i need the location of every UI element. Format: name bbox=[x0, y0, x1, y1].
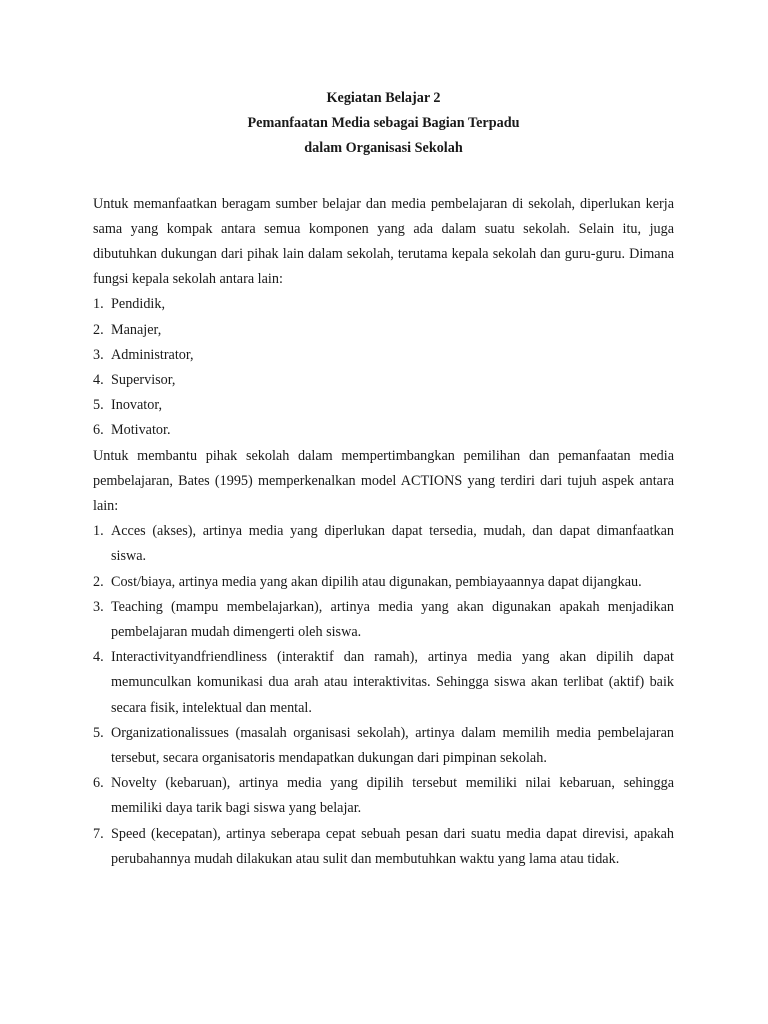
list-item bbox=[93, 570, 674, 595]
title-line-3: dalam Organisasi Sekolah bbox=[304, 140, 463, 157]
list-number: 6. bbox=[93, 422, 104, 439]
list-item bbox=[93, 393, 674, 418]
list-number: 1. bbox=[93, 523, 104, 540]
list-item-text: Manajer, bbox=[111, 321, 162, 338]
list-item bbox=[93, 595, 674, 645]
list-item bbox=[93, 318, 674, 343]
list-item bbox=[93, 292, 674, 317]
list-item-text: Novelty (kebaruan), artinya media yang dipilih tersebut memiliki nilai kebaruan, sehingga memiliki daya tarik bagi siswa yang belajar. bbox=[111, 775, 674, 817]
list-number: 4. bbox=[93, 649, 104, 666]
list-item bbox=[93, 418, 674, 443]
list-number: 6. bbox=[93, 775, 104, 792]
list-item bbox=[93, 645, 674, 721]
list-number: 2. bbox=[93, 321, 104, 338]
list-item bbox=[93, 343, 674, 368]
title-block bbox=[93, 86, 674, 162]
list-number: 3. bbox=[93, 598, 104, 615]
list-number: 3. bbox=[93, 346, 104, 363]
actions-list bbox=[93, 519, 674, 872]
list-number: 4. bbox=[93, 372, 104, 389]
list-number: 5. bbox=[93, 724, 104, 741]
list-item-text: Administrator, bbox=[111, 346, 194, 363]
list-item-text: Cost/biaya, artinya media yang akan dipilih atau digunakan, pembiayaannya dapat dijangkau. bbox=[111, 573, 642, 590]
actions-intro-paragraph: Untuk membantu pihak sekolah dalam mempertimbangkan pemilihan dan pemanfaatan media pembelajaran, Bates (1995) memperkenalkan model ACTIONS yang terdiri dari tujuh aspek antara lain: bbox=[93, 447, 674, 515]
list-item bbox=[93, 822, 674, 872]
list-item bbox=[93, 721, 674, 771]
list-item-text: Teaching (mampu membelajarkan), artinya media yang akan digunakan apakah menjadikan pembelajaran mudah dimengerti oleh siswa. bbox=[111, 598, 674, 641]
list-item-text: Supervisor, bbox=[111, 372, 176, 389]
list-item-text: Interactivityandfriendliness (interaktif dan ramah), artinya media yang akan dipilih dapat memunculkan komunikasi dua arah atau interaktivitas. Sehingga siswa akan terlibat (aktif) baik secara fisik, intelektual dan mental. bbox=[111, 649, 674, 716]
list-item-text: Acces (akses), artinya media yang diperlukan dapat tersedia, mudah, dan dapat dimanfaatkan siswa. bbox=[111, 523, 674, 565]
list-number: 1. bbox=[93, 296, 104, 313]
list-number: 5. bbox=[93, 397, 104, 414]
list-item-text: Pendidik, bbox=[111, 296, 165, 313]
list-item-text: Motivator. bbox=[111, 422, 171, 439]
list-item bbox=[93, 771, 674, 821]
list-item bbox=[93, 519, 674, 569]
document-content bbox=[93, 86, 674, 872]
list-item bbox=[93, 368, 674, 393]
list-item-text: Organizationalissues (masalah organisasi sekolah), artinya dalam memilih media pembelajaran tersebut, secara organisatoris mendapatkan dukungan dari pimpinan sekolah. bbox=[111, 724, 674, 767]
principal-roles-list bbox=[93, 292, 674, 443]
list-number: 2. bbox=[93, 573, 104, 590]
list-item-text: Speed (kecepatan), artinya seberapa cepat sebuah pesan dari suatu media dapat direvisi, apakah perubahannya mudah dilakukan atau sulit dan membutuhkan waktu yang lama atau tidak. bbox=[111, 825, 674, 867]
title-line-1: Kegiatan Belajar 2 bbox=[326, 90, 441, 106]
title-line-2: Pemanfaatan Media sebagai Bagian Terpadu bbox=[247, 115, 520, 132]
list-number: 7. bbox=[93, 825, 104, 842]
intro-paragraph: Untuk memanfaatkan beragam sumber belajar dan media pembelajaran di sekolah, diperlukan kerja sama yang kompak antara semua komponen yang ada dalam suatu sekolah. Selain itu, juga dibutuhkan dukungan dari pihak lain dalam sekolah, terutama kepala sekolah dan guru-guru. Dimana fungsi kepala sekolah antara lain: bbox=[93, 195, 674, 288]
list-item-text: Inovator, bbox=[111, 397, 163, 414]
